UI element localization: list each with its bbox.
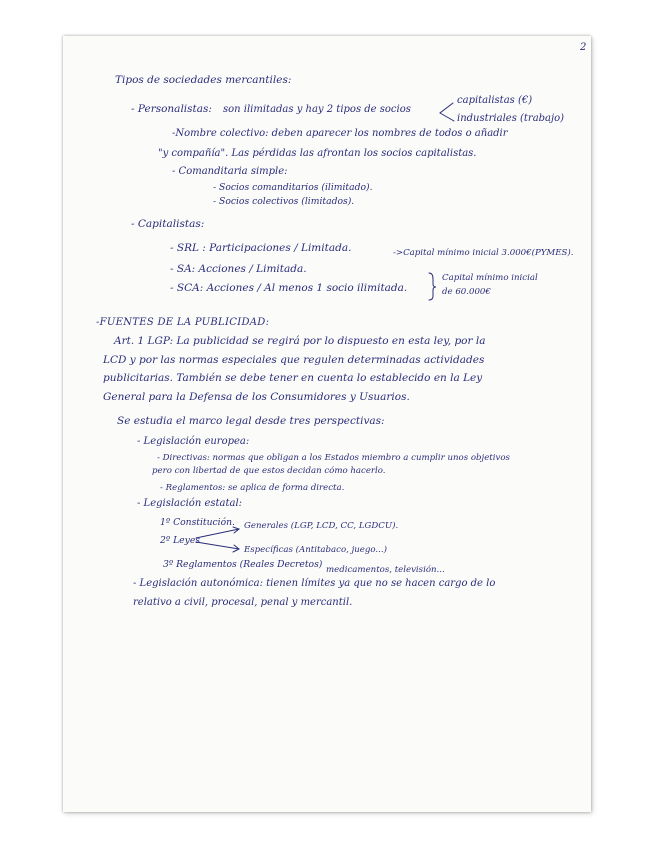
constitucion-line: 1º Constitución. — [160, 517, 235, 528]
branch-capitalistas: capitalistas (€) — [457, 95, 533, 106]
brace-capital-note — [429, 273, 436, 300]
sa-line: - SA: Acciones / Limitada. — [170, 263, 307, 275]
branch-industriales: industriales (trabajo) — [457, 113, 565, 124]
srl-capital-note: ->Capital mínimo inicial 3.000€(PYMES). — [393, 248, 574, 258]
reglamentos-estatales: 3º Reglamentos (Reales Decretos) — [163, 559, 323, 570]
socios-colectivos: - Socios colectivos (limitados). — [213, 196, 355, 207]
leyes-especificas: Específicas (Antitabaco, juego...) — [244, 545, 387, 555]
art1-line4: General para la Defensa de los Consumidores y Usuarios. — [103, 391, 410, 403]
leyes-generales: Generales (LGP, LCD, CC, LGDCU). — [244, 521, 399, 531]
sca-line: - SCA: Acciones / Al menos 1 socio ilimitada. — [170, 282, 408, 294]
nombre-colectivo-line2: "y compañía". Las pérdidas las afrontan los socios capitalistas. — [158, 148, 477, 159]
capital-note-line1: Capital mínimo inicial — [442, 273, 538, 283]
section-title-tipos: Tipos de sociedades mercantiles: — [115, 74, 292, 86]
section-title-fuentes: -FUENTES DE LA PUBLICIDAD: — [96, 317, 270, 328]
art1-line2: LCD y por las normas especiales que regulen determinadas actividades — [103, 354, 485, 366]
arrow-leyes-especificas — [196, 542, 239, 549]
legislacion-europea-label: - Legislación europea: — [137, 436, 250, 447]
legislacion-autonomica-line2: relativo a civil, procesal, penal y mercantil. — [133, 597, 353, 608]
art1-line1: Art. 1 LGP: La publicidad se regirá por lo dispuesto en esta ley, por la — [114, 335, 486, 347]
srl-line: - SRL : Participaciones / Limitada. — [170, 242, 352, 254]
socios-comanditarios: - Socios comanditarios (ilimitado). — [213, 182, 373, 193]
personalistas-text: son ilimitadas y hay 2 tipos de socios — [223, 104, 411, 115]
branch-bracket-socios — [440, 103, 454, 121]
nombre-colectivo-line1: -Nombre colectivo: deben aparecer los nombres de todos o añadir — [172, 128, 508, 139]
legislacion-estatal-label: - Legislación estatal: — [137, 498, 243, 509]
reglamentos-europeos: - Reglamentos: se aplica de forma directa. — [160, 483, 345, 493]
arrow-leyes-generales — [196, 529, 239, 538]
legislacion-autonomica-line1: - Legislación autonómica: tienen límites ya que no se hacen cargo de lo — [133, 578, 496, 589]
comanditaria-label: - Comanditaria simple: — [172, 166, 288, 177]
art1-line3: publicitarias. También se debe tener en cuenta lo establecido en la Ley — [103, 372, 483, 384]
capitalistas-label: - Capitalistas: — [131, 218, 205, 230]
leyes-line: 2º Leyes — [160, 535, 200, 546]
capital-note-line2: de 60.000€ — [442, 287, 491, 297]
reglamentos-estatales-note: medicamentos, televisión... — [326, 565, 445, 575]
directivas-line1: - Directivas: normas que obligan a los Estados miembro a cumplir unos objetivos — [157, 453, 510, 463]
perspectivas-line: Se estudia el marco legal desde tres perspectivas: — [117, 415, 385, 427]
personalistas-label: - Personalistas: — [131, 103, 212, 115]
directivas-line2: pero con libertad de que estos decidan cómo hacerlo. — [152, 466, 386, 476]
page-number: 2 — [580, 42, 587, 53]
